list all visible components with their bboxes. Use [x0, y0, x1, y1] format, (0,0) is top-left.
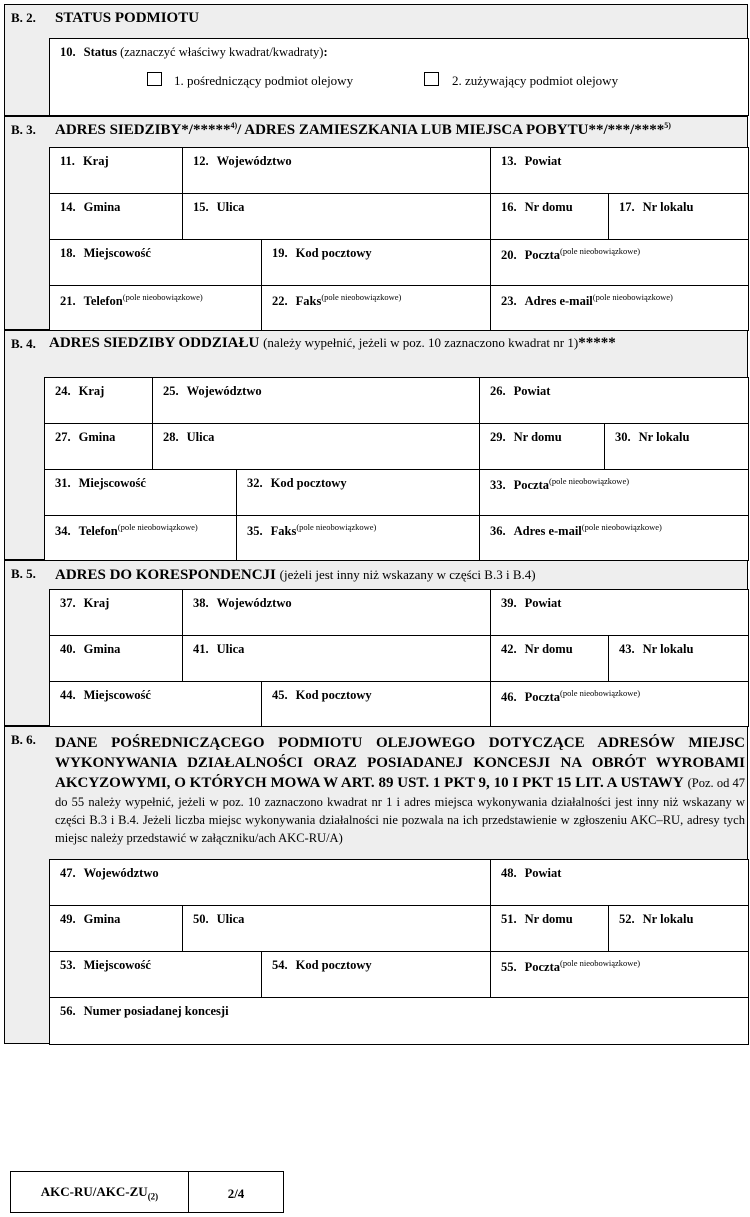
field-18[interactable]: 18. Miejscowość [50, 240, 262, 286]
section-b6 [4, 726, 748, 1044]
section-b3-title-sup-b: 5) [664, 121, 671, 130]
field-52[interactable]: 52. Nr lokalu [609, 906, 749, 952]
section-b4-grid [44, 377, 749, 561]
section-b4-title-text: ADRES SIEDZIBY ODDZIAŁU [49, 335, 260, 351]
section-b5 [4, 560, 748, 726]
field-39[interactable]: 39. Powiat [491, 590, 749, 636]
field-34[interactable]: 34. Telefon$^{(pole nieobowiązkowe)}$ [45, 516, 237, 561]
status-label [60, 45, 328, 60]
field-38[interactable]: 38. Województwo [183, 590, 491, 636]
field-50[interactable]: 50. Ulica [183, 906, 491, 952]
field-12[interactable]: 12. Województwo [183, 148, 491, 194]
field-53[interactable]: 53. Miejscowość [50, 952, 262, 998]
field-20[interactable]: 20. Poczta$^{(pole nieobowiązkowe)}$ [491, 240, 749, 286]
field-49[interactable]: 49. Gmina [50, 906, 183, 952]
field-29[interactable]: 29. Nr domu [480, 424, 605, 470]
field-30[interactable]: 30. Nr lokalu [605, 424, 749, 470]
field-11[interactable]: 11. Kraj [50, 148, 183, 194]
field-36[interactable]: 36. Adres e-mail$^{(pole nieobowiązkowe)}$ [480, 516, 749, 561]
section-b4-title [49, 335, 616, 352]
section-b3-title [55, 121, 671, 139]
option-2-label: 2. zużywający podmiot olejowy [452, 73, 619, 88]
checkbox-option-2[interactable] [424, 72, 439, 86]
field-56[interactable]: 56. Numer posiadanej koncesji [50, 998, 749, 1045]
field-16[interactable]: 16. Nr domu [491, 194, 609, 240]
field-23[interactable]: 23. Adres e-mail$^{(pole nieobowiązkowe)}$ [491, 286, 749, 331]
status-label-text: Status [83, 45, 117, 59]
field-44[interactable]: 44. Miejscowość [50, 682, 262, 727]
field-22[interactable]: 22. Faks$^{(pole nieobowiązkowe)}$ [262, 286, 491, 331]
field-47[interactable]: 47. Województwo [50, 860, 491, 906]
status-note: (zaznaczyć właściwy kwadrat/kwadraty) [120, 45, 324, 59]
section-b3-label: B. 3. [11, 122, 36, 137]
field-26[interactable]: 26. Powiat [480, 378, 749, 424]
field-28[interactable]: 28. Ulica [153, 424, 480, 470]
section-b4 [4, 330, 748, 560]
status-num: 10. [60, 45, 76, 59]
status-field-box [49, 38, 749, 116]
field-40[interactable]: 40. Gmina [50, 636, 183, 682]
section-b6-title: DANE POŚREDNICZĄCEGO PODMIOTU OLEJOWEGO DOTYCZĄCE ADRESÓW MIEJSC WYKONYWANIA DZIAŁALNOŚCI ORAZ POSIADANEJ KONCESJI NA OBRÓT WYROBAMI AKCYZOWYMI, O KTÓRYCH MOWA W ART. 89 UST. 1 PKT 9, 10 I PKT 15 LIT. A USTAWY [55, 735, 745, 791]
field-32[interactable]: 32. Kod pocztowy [237, 470, 480, 516]
checkbox-option-1[interactable] [147, 72, 162, 86]
field-51[interactable]: 51. Nr domu [491, 906, 609, 952]
section-b5-title [55, 567, 536, 584]
section-b6-label: B. 6. [11, 732, 36, 747]
status-colon: : [323, 45, 328, 59]
page-footer [10, 1171, 284, 1213]
field-21[interactable]: 21. Telefon$^{(pole nieobowiązkowe)}$ [50, 286, 262, 331]
section-b3-grid [49, 147, 749, 331]
field-19[interactable]: 19. Kod pocztowy [262, 240, 491, 286]
page-number: 2/4 [227, 1186, 245, 1201]
field-13[interactable]: 13. Powiat [491, 148, 749, 194]
field-35[interactable]: 35. Faks$^{(pole nieobowiązkowe)}$ [237, 516, 480, 561]
section-b3-title-b: / ADRES ZAMIESZKANIA LUB MIEJSCA POBYTU**/***/**** [237, 122, 665, 138]
form-code: AKC-$RU/AKC-ZU_{(2)}$ [11, 1172, 189, 1212]
section-b3-title-a: ADRES SIEDZIBY*/***** [55, 122, 231, 138]
field-41[interactable]: 41. Ulica [183, 636, 491, 682]
field-33[interactable]: 33. Poczta$^{(pole nieobowiązkowe)}$ [480, 470, 749, 516]
field-37[interactable]: 37. Kraj [50, 590, 183, 636]
field-15[interactable]: 15. Ulica [183, 194, 491, 240]
section-b6-note: (Poz. od 47 do 55 należy wypełnić, jeżeli w poz. 10 zaznaczono kwadrat nr 1 i adres miejsca wykonywania działalności jest inny niż wskazany w części B.3 i B.4. Jeżeli liczba miejsc wykonywania działalności nie pozwala na ich przedstawienie w zgłoszeniu AKC–RU, adresy tych miejsc należy przedstawić w załączniku/ach AKC-RU/A) [55, 776, 746, 845]
section-b3 [4, 116, 748, 330]
field-42[interactable]: 42. Nr domu [491, 636, 609, 682]
field-45[interactable]: 45. Kod pocztowy [262, 682, 491, 727]
section-b5-title-text: ADRES DO KORESPONDENCJI [55, 567, 276, 583]
section-b6-header [55, 733, 745, 847]
field-27[interactable]: 27. Gmina [45, 424, 153, 470]
section-b2-title: STATUS PODMIOTU [55, 10, 200, 26]
status-cell [50, 39, 749, 116]
field-25[interactable]: 25. Województwo [153, 378, 480, 424]
option-1-label: 1. pośredniczący podmiot olejowy [174, 73, 354, 88]
section-b2-label: B. 2. [11, 10, 36, 25]
section-b5-label: B. 5. [11, 566, 36, 581]
section-b4-stars: ***** [578, 335, 616, 351]
section-b4-label: B. 4. [11, 336, 36, 351]
field-17[interactable]: 17. Nr lokalu [609, 194, 749, 240]
field-48[interactable]: 48. Powiat [491, 860, 749, 906]
field-24[interactable]: 24. Kraj [45, 378, 153, 424]
section-b4-note: (należy wypełnić, jeżeli w poz. 10 zaznaczono kwadrat nr 1) [263, 335, 579, 350]
field-55[interactable]: 55. Poczta$^{(pole nieobowiązkowe)}$ [491, 952, 749, 998]
field-54[interactable]: 54. Kod pocztowy [262, 952, 491, 998]
section-b5-grid [49, 589, 749, 727]
section-b2 [4, 4, 748, 116]
field-43[interactable]: 43. Nr lokalu [609, 636, 749, 682]
section-b6-grid [49, 859, 749, 1045]
field-14[interactable]: 14. Gmina [50, 194, 183, 240]
section-b5-note: (jeżeli jest inny niż wskazany w części B.3 i B.4) [279, 567, 536, 582]
section-b3-title-sup-a: 4) [230, 121, 238, 130]
field-46[interactable]: 46. Poczta$^{(pole nieobowiązkowe)}$ [491, 682, 749, 727]
field-31[interactable]: 31. Miejscowość [45, 470, 237, 516]
